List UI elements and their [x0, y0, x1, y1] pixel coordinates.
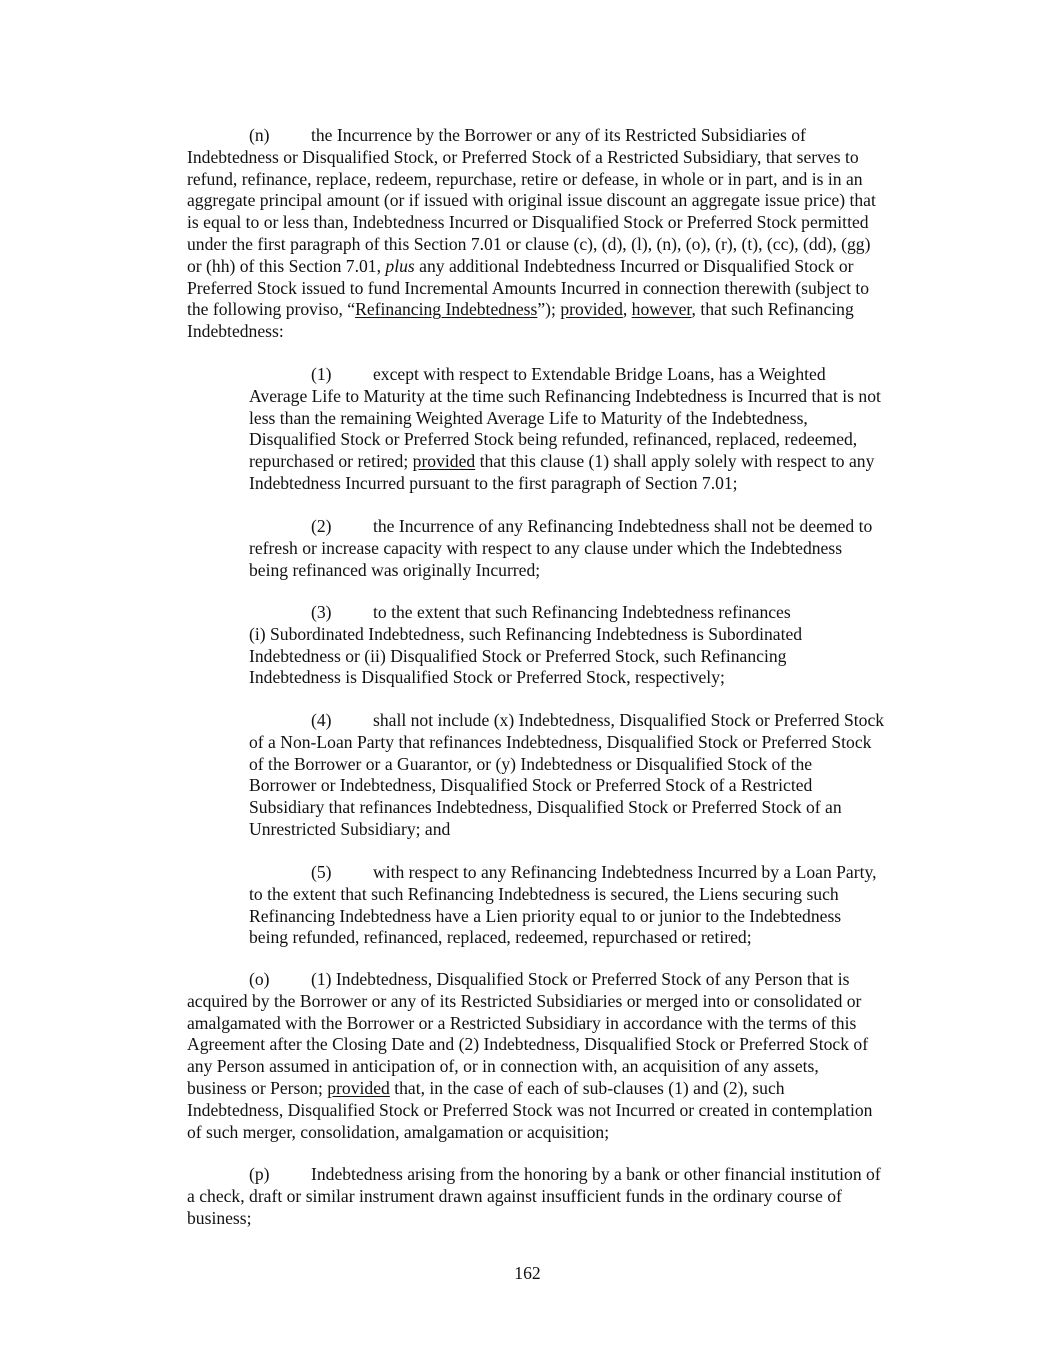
subclause-5-line: Refinancing Indebtedness have a Lien priority equal to or junior to the Indebtedness	[249, 905, 842, 926]
subclause-1-line: less than the remaining Weighted Average Life to Maturity of the Indebtedness,	[249, 407, 808, 428]
clause-n-label: (n)	[249, 125, 270, 145]
clause-o-line: Agreement after the Closing Date and (2) Indebtedness, Disqualified Stock or Preferred Stock of	[187, 1034, 869, 1055]
subclause-5-line: to the extent that such Refinancing Indebtedness is secured, the Liens securing such	[249, 883, 839, 904]
clause-p-line: business;	[187, 1207, 252, 1228]
subclause-1-line: Disqualified Stock or Preferred Stock being refunded, refinanced, replaced, redeemed,	[249, 429, 858, 450]
clause-n-line: aggregate principal amount (or if issued with original issue discount an aggregate issue price) that	[187, 190, 876, 211]
subclause-2	[249, 516, 934, 581]
however-term: however	[631, 299, 692, 320]
clause-n-line: is equal to or less than, Indebtedness Incurred or Disqualified Stock or Preferred Stock permitted	[187, 212, 869, 233]
clause-o-line: amalgamated with the Borrower or a Restricted Subsidiary in accordance with the terms of this	[187, 1012, 857, 1033]
subclause-1-line: repurchased or retired; provided that this clause (1) shall apply solely with respect to any	[249, 451, 875, 472]
subclause-4-line: Unrestricted Subsidiary; and	[249, 818, 451, 839]
defined-term-refinancing-indebtedness: Refinancing Indebtedness	[355, 299, 538, 320]
subclause-4-line: Subsidiary that refinances Indebtedness, Disqualified Stock or Preferred Stock of an	[249, 797, 842, 818]
clause-n-line: Preferred Stock issued to fund Incremental Amounts Incurred in connection therewith (subject to	[187, 277, 870, 298]
clause-n-line: Indebtedness or Disqualified Stock, or Preferred Stock of a Restricted Subsidiary, that serves to	[187, 146, 859, 167]
clause-o-line: any Person assumed in anticipation of, or in connection with, an acquisition of any assets,	[187, 1056, 819, 1077]
subclause-5-label: (5)	[311, 862, 332, 882]
subclause-5	[249, 862, 934, 949]
clause-n-line: (n) the Incurrence by the Borrower or any of its Restricted Subsidiaries of	[249, 125, 806, 145]
provided-term: provided	[560, 299, 623, 320]
clause-n-line: or (hh) of this Section 7.01, plus any additional Indebtedness Incurred or Disqualified Stock or	[187, 255, 854, 276]
subclause-4-line: Borrower or Indebtedness, Disqualified Stock or Preferred Stock of a Restricted	[249, 775, 813, 796]
subclause-4-line: of the Borrower or a Guarantor, or (y) Indebtedness or Disqualified Stock of the	[249, 753, 813, 774]
subclause-2-label: (2)	[311, 516, 332, 536]
clause-n-line: the following proviso, “Refinancing Indebtedness”); provided, however, that such Refinancing	[187, 299, 854, 320]
clause-o-line: (o) (1) Indebtedness, Disqualified Stock or Preferred Stock of any Person that is	[249, 969, 850, 989]
subclause-4-line: of a Non-Loan Party that refinances Indebtedness, Disqualified Stock or Preferred Stock	[249, 731, 872, 752]
subclause-3	[249, 602, 934, 689]
clause-o	[187, 969, 932, 1143]
subclause-1-line: Average Life to Maturity at the time such Refinancing Indebtedness is Incurred that is not	[249, 385, 881, 406]
provided-term: provided	[412, 451, 476, 472]
subclause-1-label: (1)	[311, 364, 332, 384]
clause-o-line: of such merger, consolidation, amalgamation or acquisition;	[187, 1121, 610, 1142]
subclause-3-line: Indebtedness is Disqualified Stock or Preferred Stock, respectively;	[249, 667, 725, 688]
subclause-2-line: (2) the Incurrence of any Refinancing Indebtedness shall not be deemed to	[311, 516, 873, 536]
clause-o-line: acquired by the Borrower or any of its Restricted Subsidiaries or merged into or consolidated or	[187, 990, 862, 1011]
clause-n-line: Indebtedness:	[187, 321, 284, 342]
clause-p-line: (p) Indebtedness arising from the honoring by a bank or other financial institution of	[249, 1164, 881, 1184]
clause-o-line: Indebtedness, Disqualified Stock or Preferred Stock was not Incurred or created in contemplation	[187, 1099, 873, 1120]
subclause-4-line: (4) shall not include (x) Indebtedness, Disqualified Stock or Preferred Stock	[311, 710, 885, 730]
subclause-3-line: (i) Subordinated Indebtedness, such Refinancing Indebtedness is Subordinated	[249, 623, 803, 644]
clause-p-label: (p)	[249, 1164, 270, 1184]
clause-p-line: a check, draft or similar instrument drawn against insufficient funds in the ordinary course of	[187, 1185, 842, 1206]
subclause-1	[249, 364, 934, 495]
clause-n	[187, 125, 932, 343]
subclause-1-line: (1) except with respect to Extendable Bridge Loans, has a Weighted	[311, 364, 826, 384]
clause-o-line: business or Person; provided that, in the case of each of sub-clauses (1) and (2), such	[187, 1077, 785, 1098]
subclause-3-label: (3)	[311, 602, 332, 622]
plus-term: plus	[385, 255, 415, 276]
subclause-2-line: refresh or increase capacity with respect to any clause under which the Indebtedness	[249, 537, 843, 558]
subclause-1-line: Indebtedness Incurred pursuant to the first paragraph of Section 7.01;	[249, 472, 738, 493]
clause-p	[187, 1164, 932, 1229]
clause-n-line: under the first paragraph of this Section 7.01 or clause (c), (d), (l), (n), (o), (r), (t), (cc), (dd), (gg)	[187, 233, 871, 254]
clause-n-line: refund, refinance, replace, redeem, repurchase, retire or defease, in whole or in part, and is in an	[187, 168, 863, 189]
subclause-5-line: (5) with respect to any Refinancing Indebtedness Incurred by a Loan Party,	[311, 862, 877, 882]
page-number: 162	[514, 1263, 541, 1283]
subclause-4	[249, 710, 934, 841]
subclause-5-line: being refunded, refinanced, replaced, redeemed, repurchased or retired;	[249, 927, 752, 948]
subclause-3-line: (3) to the extent that such Refinancing Indebtedness refinances	[311, 602, 791, 622]
subclause-4-label: (4)	[311, 710, 332, 730]
subclause-2-line: being refinanced was originally Incurred;	[249, 559, 541, 580]
clause-o-label: (o)	[249, 969, 270, 989]
provided-term: provided	[327, 1077, 390, 1098]
subclause-3-line: Indebtedness or (ii) Disqualified Stock or Preferred Stock, such Refinancing	[249, 645, 787, 666]
